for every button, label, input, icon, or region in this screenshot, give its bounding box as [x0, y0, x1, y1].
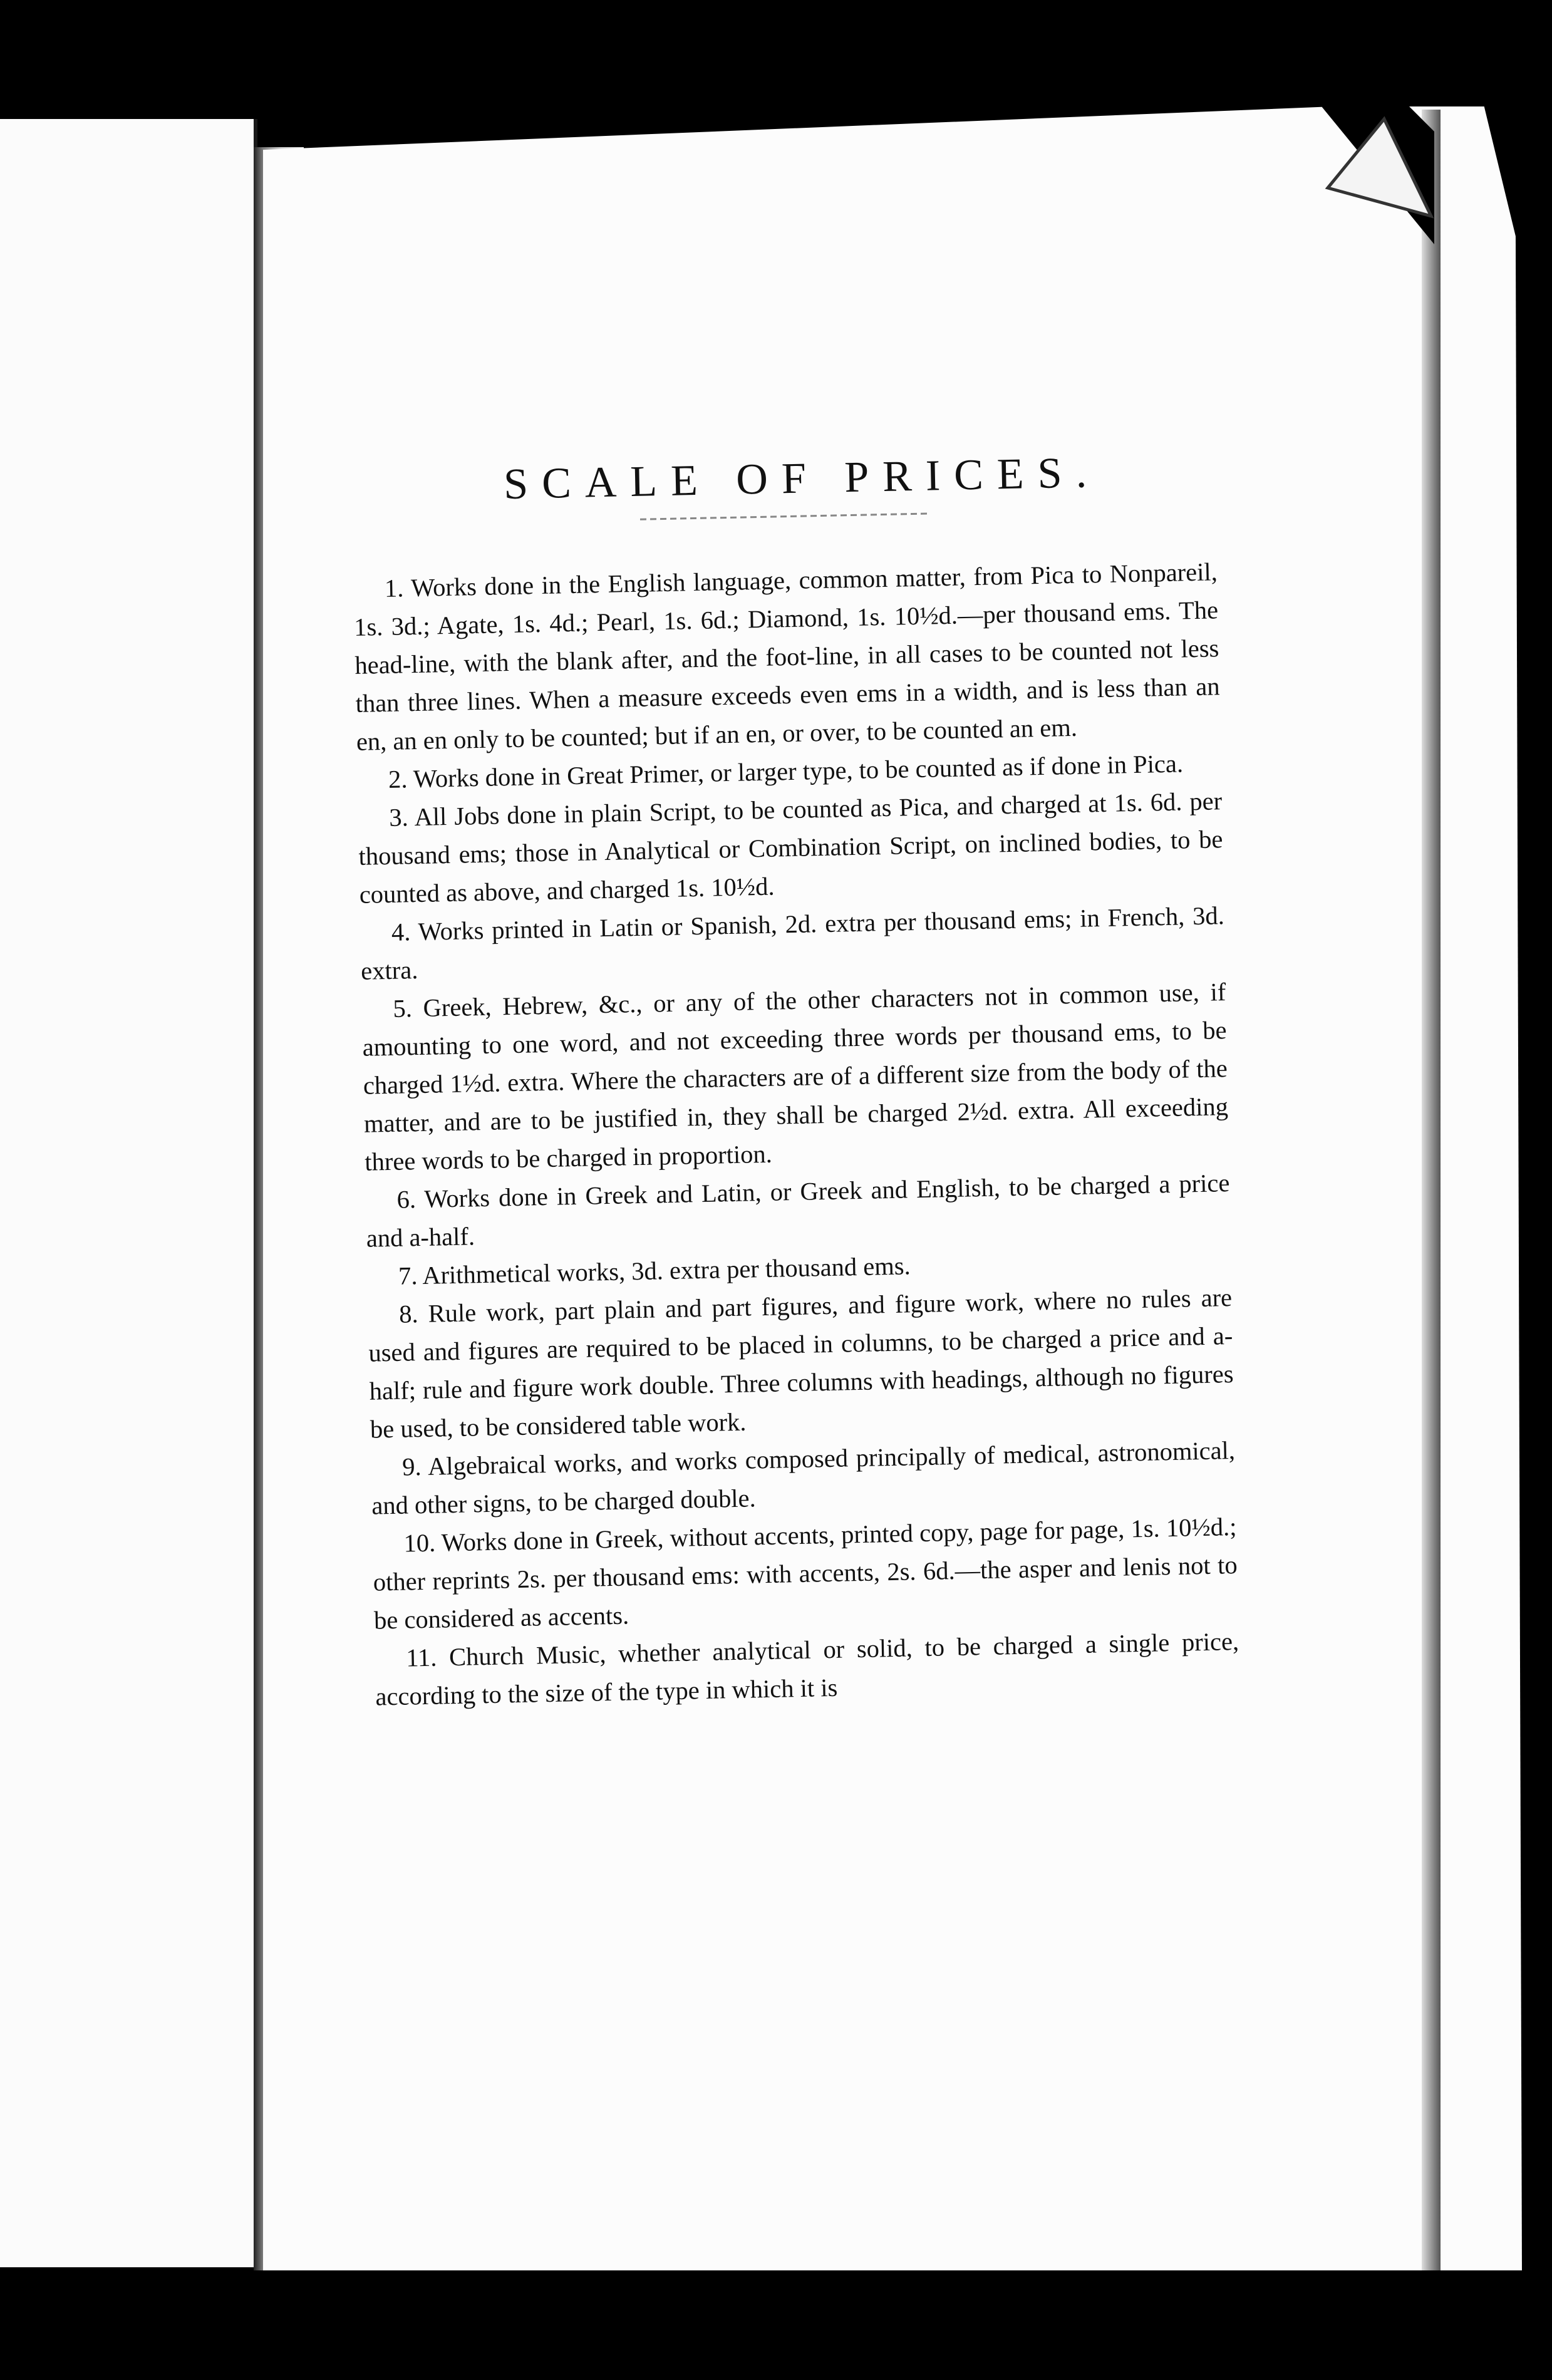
price-clause: 4. Works printed in Latin or Spanish, 2d. extra per thousand ems; in French, 3d. extra. [360, 901, 1225, 985]
price-clause: 3. All Jobs done in plain Script, to be counted as Pica, and charged at 1s. 6d. per thousand ems; those in Analytical or Combination Script, on inclined bodies, to be counted as above, and charged 1s. 10½d. [358, 787, 1223, 909]
price-clause: 7. Arithmetical works, 3d. extra per thousand ems. [398, 1251, 911, 1290]
left-page-blank [0, 119, 257, 2267]
page-text [351, 446, 1240, 1715]
price-clause: 8. Rule work, part plain and part figures, and figure work, where no rules are used and figures are required to be placed in columns, to be charged a price and a-half; rule and figure work double. Three columns with headings, although no figures be used, to be considered table work. [368, 1283, 1234, 1444]
price-clause: 9. Algebraical works, and works composed principally of medical, astronomical, and other signs, to be charged double. [371, 1436, 1236, 1520]
price-clause: 5. Greek, Hebrew, &c., or any of the other characters not in common use, if amounting to one word, and not exceeding three words per thousand ems, to be charged 1½d. extra. Where the characters are of a different size from the body of the matter, and are to be justified in, they shall be charged 2½d. extra. All exceeding three words to be charged in proportion. [362, 978, 1229, 1176]
price-clause: 6. Works done in Greek and Latin, or Greek and English, to be charged a price and a-half. [366, 1169, 1230, 1253]
title-divider [640, 513, 928, 520]
price-clause: 10. Works done in Greek, without accents, printed copy, page for page, 1s. 10½d.; other reprints 2s. per thousand ems: with accents, 2s. 6d.—the asper and lenis not to be considered as accents. [373, 1512, 1238, 1635]
price-clause: 1. Works done in the English language, common matter, from Pica to Nonpareil, 1s. 3d.; Agate, 1s. 4d.; Pearl, 1s. 6d.; Diamond, 1s. 10½d.—per thousand ems. The head-line, with the blank after, and the foot-line, in all cases to be counted not less than three lines. When a measure exceeds even ems in a width, and is less than an en, an en only to be counted; but if an en, or over, to be counted an em. [353, 557, 1220, 756]
price-clause: 2. Works done in Great Primer, or larger type, to be counted as if done in Pica. [388, 749, 1184, 794]
price-clause: 11. Church Music, whether analytical or solid, to be charged a single price, according to the size of the type in which it is [375, 1627, 1239, 1711]
folded-corner-icon [1322, 106, 1434, 244]
page-title: SCALE OF PRICES. [503, 448, 1101, 509]
page-edge-shadow [1422, 110, 1441, 2270]
